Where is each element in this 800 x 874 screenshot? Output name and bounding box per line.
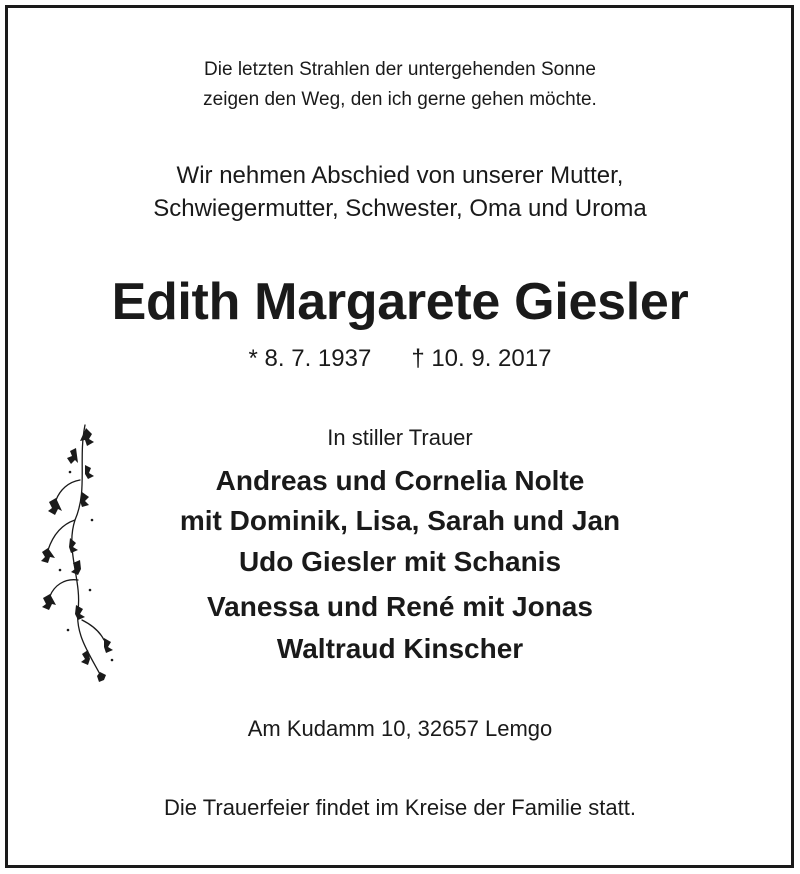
verse-line-2: zeigen den Weg, den ich gerne gehen möchte.	[203, 89, 597, 110]
birth-date: * 8. 7. 1937	[248, 345, 372, 372]
address: Am Kudamm 10, 32657 Lemgo	[247, 716, 553, 741]
verse-line-1: Die letzten Strahlen der untergehenden Sonne	[204, 59, 596, 80]
mourner-line: mit Dominik, Lisa, Sarah und Jan	[179, 505, 621, 536]
death-date: † 10. 9. 2017	[411, 345, 552, 372]
mourner-line: Andreas und Cornelia Nolte	[215, 465, 585, 496]
funeral-note: Die Trauerfeier findet im Kreise der Familie statt.	[164, 795, 636, 820]
mourner-line: Udo Giesler mit Schanis	[238, 546, 562, 577]
intro-line-2: Schwiegermutter, Schwester, Oma und Uroma	[153, 195, 647, 222]
mourners-heading: In stiller Trauer	[327, 425, 473, 450]
mourner-line: Vanessa und René mit Jonas	[207, 591, 593, 622]
intro-line-1: Wir nehmen Abschied von unserer Mutter,	[176, 162, 624, 189]
mourner-line: Waltraud Kinscher	[276, 633, 524, 664]
deceased-name: Edith Margarete Giesler	[111, 273, 689, 331]
life-dates	[0, 345, 800, 373]
